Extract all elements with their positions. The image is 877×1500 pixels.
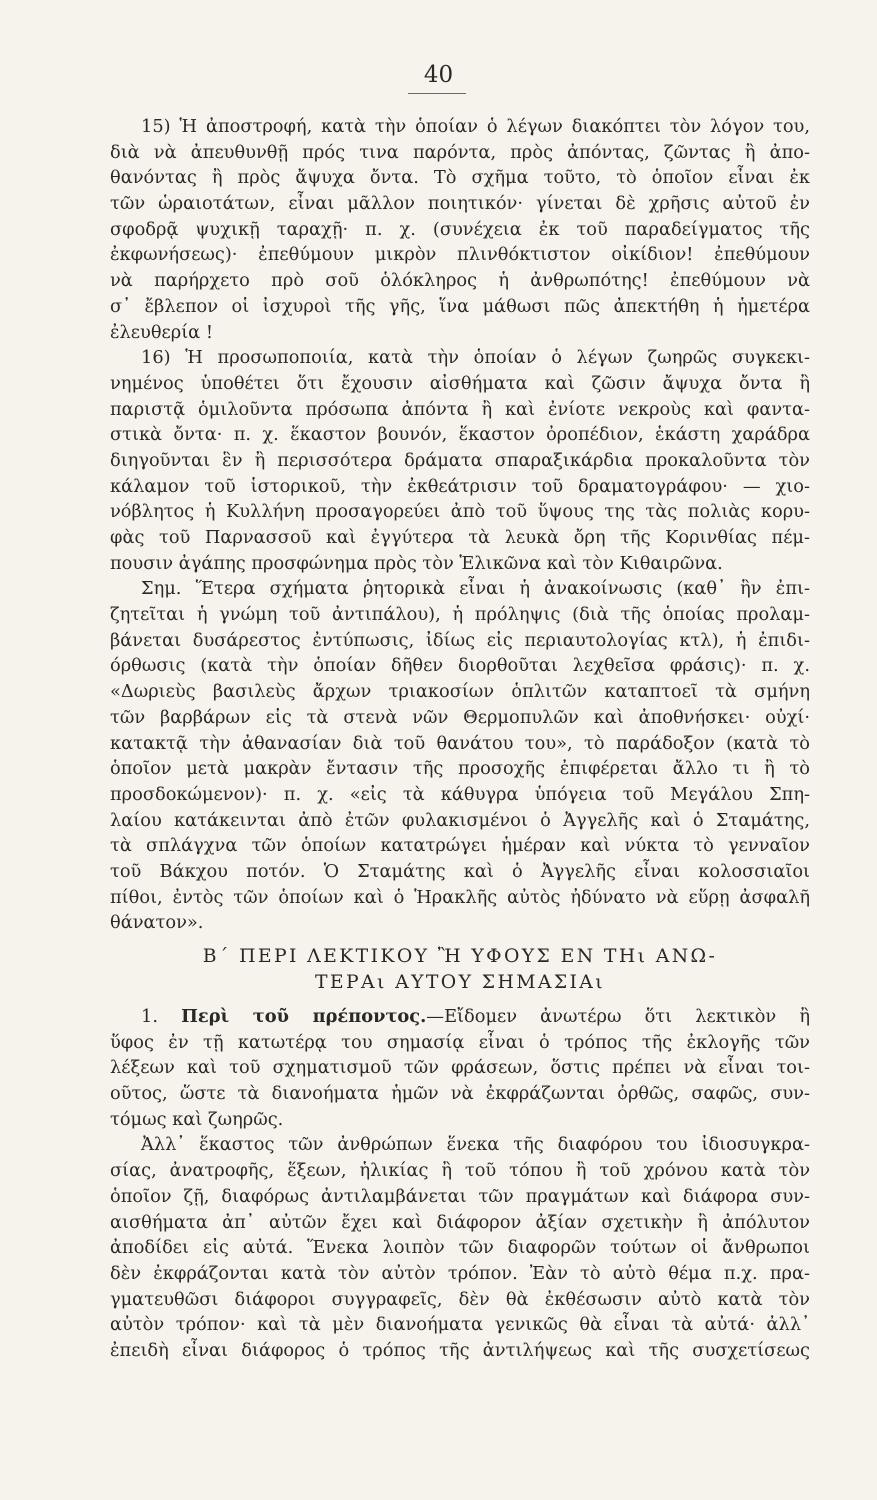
text-line-6: ἐκφωνήσεως)· ἐπεθύμουν μικρὸν πλινθόκτιστον οἰκίδιον! ἐπεθύμουν (110, 244, 810, 266)
section-first-line (110, 1004, 810, 1030)
text-line-23: «Δωριεὺς βασιλεὺς ἄρχων τριακοσίων ὁπλιτῶν καταπτοεῖ τὰ σμήνη (110, 681, 810, 703)
section-text-line-9: ἀποδίδει εἰς αὐτά. Ἕνεκα λοιπὸν τῶν διαφορῶν τούτων οἱ ἄνθρωποι (110, 1237, 810, 1259)
text-line-8: σ᾽ ἔβλεπον οἱ ἰσχυροὶ τῆς γῆς, ἵνα μάθωσι πῶς ἀπεκτήθη ἡ ἡμετέρα (110, 295, 810, 317)
section-lines (110, 1030, 810, 1364)
section-text-line-12: αὐτὸν τρόπον· καὶ τὰ μὲν διανοήματα γενικῶς θὰ εἶναι τὰ αὐτά· ἀλλ᾽ (110, 1314, 810, 1336)
text-line-31: πίθοι, ἐντὸς τῶν ὁποίων καὶ ὁ Ἡρακλῆς αὐτὸς ἠδύνατο νὰ εὕρῃ ἀσφαλῆ (110, 886, 810, 908)
section-text-line-4: τόμως καὶ ζωηρῶς. (110, 1108, 284, 1130)
section-text-line-6: σίας, ἀνατροφῆς, ἕξεων, ἡλικίας ἢ τοῦ τόπου ἢ τοῦ χρόνου κατὰ τὸν (110, 1160, 810, 1182)
section-heading-line-1: Β΄ ΠΕΡΙ ΛΕΚΤΙΚΟΥ Ἢ ΥΦΟΥΣ ΕΝ ΤΗι ΑΝΩ- (202, 946, 718, 967)
page-number: 40 (423, 62, 454, 88)
text-line-17: φὰς τοῦ Παρνασσοῦ καὶ ἐγγύτερα τὰ λευκὰ ὄρη τῆς Κορινθίας πέμ- (110, 527, 810, 548)
section-text-line-2: λέξεων καὶ τοῦ σχηματισμοῦ τῶν φράσεων, ὅστις πρέπει νὰ εἶναι τοι- (110, 1057, 810, 1079)
section-first-line-text: —Εἴδομεν ἀνωτέρω ὅτι λεκτικὸν ἢ (426, 1006, 810, 1027)
text-line-13: στικὰ ὄντα· π. χ. ἕκαστον βουνόν, ἕκαστον ὀροπέδιον, ἑκάστη χαράδρα (110, 424, 810, 446)
text-line-14: διηγοῦνται ἓν ἢ περισσότερα δράματα σπαραξικάρδια προκαλοῦντα τὸν (110, 449, 810, 471)
text-line-7: νὰ παρήρχετο πρὸ σοῦ ὁλόκληρος ἡ ἀνθρωπότης! ἐπεθύμουν νὰ (110, 270, 810, 292)
section-text-line-3: οῦτος, ὥστε τὰ διανοήματα ἡμῶν νὰ ἐκφράζωνται ὀρθῶς, σαφῶς, συν- (110, 1083, 810, 1105)
section-number: 1. (141, 1006, 158, 1027)
text-line-1: 15) Ἡ ἀποστροφή, κατὰ τὴν ὁποίαν ὁ λέγων διακόπτει τὸν λόγον του, (141, 116, 810, 137)
text-line-21: βάνεται δυσάρεστος ἐντύπωσις, ἰδίως εἰς περιαυτολογίας κτλ), ἡ ἐπιδι- (110, 629, 810, 651)
section-text-line-1: ὕφος ἐν τῇ κατωτέρᾳ του σημασίᾳ εἶναι ὁ τρόπος τῆς ἐκλογῆς τῶν (110, 1031, 810, 1053)
text-line-30: τοῦ Βάκχου ποτόν. Ὁ Σταμάτης καὶ ὁ Ἀγγελῆς εἶναι κολοσσιαῖοι (110, 860, 810, 882)
text-line-10: 16) Ἡ προσωποποιία, κατὰ τὴν ὁποίαν ὁ λέγων ζωηρῶς συγκεκι- (141, 347, 810, 369)
text-line-32: θάνατον». (110, 912, 204, 934)
text-line-19: Σημ. Ἕτερα σχήματα ῥητορικὰ εἶναι ἡ ἀνακοίνωσις (καθ᾽ ἣν ἐπι- (141, 578, 810, 600)
text-line-3: θανόντας ἢ πρὸς ἄψυχα ὄντα. Τὸ σχῆμα τοῦτο, τὸ ὁποῖον εἶναι ἐκ (110, 167, 810, 189)
section-text-line-8: αισθήματα ἀπ᾽ αὐτῶν ἔχει καὶ διάφορον ἀξίαν σχετικὴν ἢ ἀπόλυτον (110, 1211, 810, 1233)
section-text-line-7: ὁποῖον ζῇ, διαφόρως ἀντιλαμβάνεται τῶν πραγμάτων καὶ διάφορα συν- (110, 1185, 810, 1207)
text-line-29: τὰ σπλάγχνα τῶν ὁποίων κατατρώγει ἡμέραν καὶ νύκτα τὸ γενναῖον (110, 835, 810, 857)
paragraph-lines (110, 114, 810, 936)
text-line-27: προσδοκώμενον)· π. χ. «εἰς τὰ κάθυγρα ὑπόγεια τοῦ Μεγάλου Σπη- (110, 783, 810, 805)
text-line-22: όρθωσις (κατὰ τὴν ὁποίαν δῆθεν διορθοῦται λεχθεῖσα φράσις)· π. χ. (110, 655, 810, 677)
text-line-26: ὁποῖον μετὰ μακρὰν ἔντασιν τῆς προσοχῆς ἐπιφέρεται ἄλλο τι ἢ τὸ (110, 758, 810, 780)
section-title: Περὶ τοῦ πρέποντος. (181, 1006, 427, 1027)
section-heading-line-2: ΤΕΡΑι ΑΥΤΟΥ ΣΗΜΑΣΙΑι (314, 972, 606, 993)
text-line-15: κάλαμον τοῦ ἱστορικοῦ, τὴν ἐκθεάτρισιν τοῦ δραματογράφου· — χιο- (110, 475, 810, 497)
text-line-25: κατακτᾷ τὴν ἀθανασίαν διὰ τοῦ θανάτου του», τὸ παράδοξον (κατὰ τὸ (110, 732, 810, 754)
heading-spacer-after (110, 996, 810, 1004)
text-line-28: λαίου κατάκεινται ἀπὸ ἐτῶν φυλακισμένοι ὁ Ἀγγελῆς καὶ ὁ Σταμάτης, (110, 809, 810, 831)
text-line-20: ζητεῖται ἡ γνώμη τοῦ ἀντιπάλου), ἡ πρόληψις (διὰ τῆς ὁποίας προλαμ- (110, 604, 810, 626)
body-text (110, 114, 810, 1364)
text-line-12: παριστᾷ ὁμιλοῦντα πρόσωπα ἀπόντα ἢ καὶ ἐνίοτε νεκροὺς καὶ φαντα- (110, 398, 810, 420)
section-text-line-5: Ἀλλ᾽ ἕκαστος τῶν ἀνθρώπων ἕνεκα τῆς διαφόρου του ἰδιοσυγκρα- (141, 1134, 810, 1156)
text-line-18: πουσιν ἀγάπης προσφώνημα πρὸς τὸν Ἑλικῶνα καὶ τὸν Κιθαιρῶνα. (110, 552, 723, 574)
text-line-16: νόβλητος ἡ Κυλλήνη προσαγορεύει ἀπὸ τοῦ ὕψους της τὰς πολιὰς κορυ- (110, 501, 810, 523)
text-line-4: τῶν ὡραιοτάτων, εἶναι μᾶλλον ποιητικόν· γίνεται δὲ χρῆσις αὐτοῦ ἐν (110, 193, 810, 215)
section-text-line-13: ἐπειδὴ εἶναι διάφορος ὁ τρόπος τῆς ἀντιλήψεως καὶ τῆς συσχετίσεως (110, 1339, 810, 1361)
section-text-line-11: γματευθῶσι διάφοροι συγγραφεῖς, δὲν θὰ ἐκθέσωσιν αὐτὸ κατὰ τὸν (110, 1288, 810, 1310)
text-line-24: τῶν βαρβάρων εἰς τὰ στενὰ νῶν Θερμοπυλῶν καὶ ἀποθνήσκει· οὐχί· (110, 706, 810, 728)
text-line-5: σφοδρᾷ ψυχικῇ ταραχῇ· π. χ. (συνέχεια ἐκ τοῦ παραδείγματος τῆς (110, 218, 810, 240)
heading-spacer (110, 936, 810, 944)
section-text-line-10: δὲν ἐκφράζονται κατὰ τὸν αὐτὸν τρόπον. Ἐὰν τὸ αὐτὸ θέμα π.χ. πρα- (110, 1262, 810, 1284)
text-line-2: διὰ νὰ ἀπευθυνθῇ πρός τινα παρόντα, πρὸς ἀπόντας, ζῶντας ἢ ἀπο- (110, 141, 810, 163)
text-line-11: νημένος ὑποθέτει ὅτι ἔχουσιν αἰσθήματα καὶ ζῶσιν ἄψυχα ὄντα ἢ (110, 372, 810, 394)
text-line-9: ἐλευθερία ! (110, 321, 213, 343)
page-number-rule (408, 93, 466, 94)
